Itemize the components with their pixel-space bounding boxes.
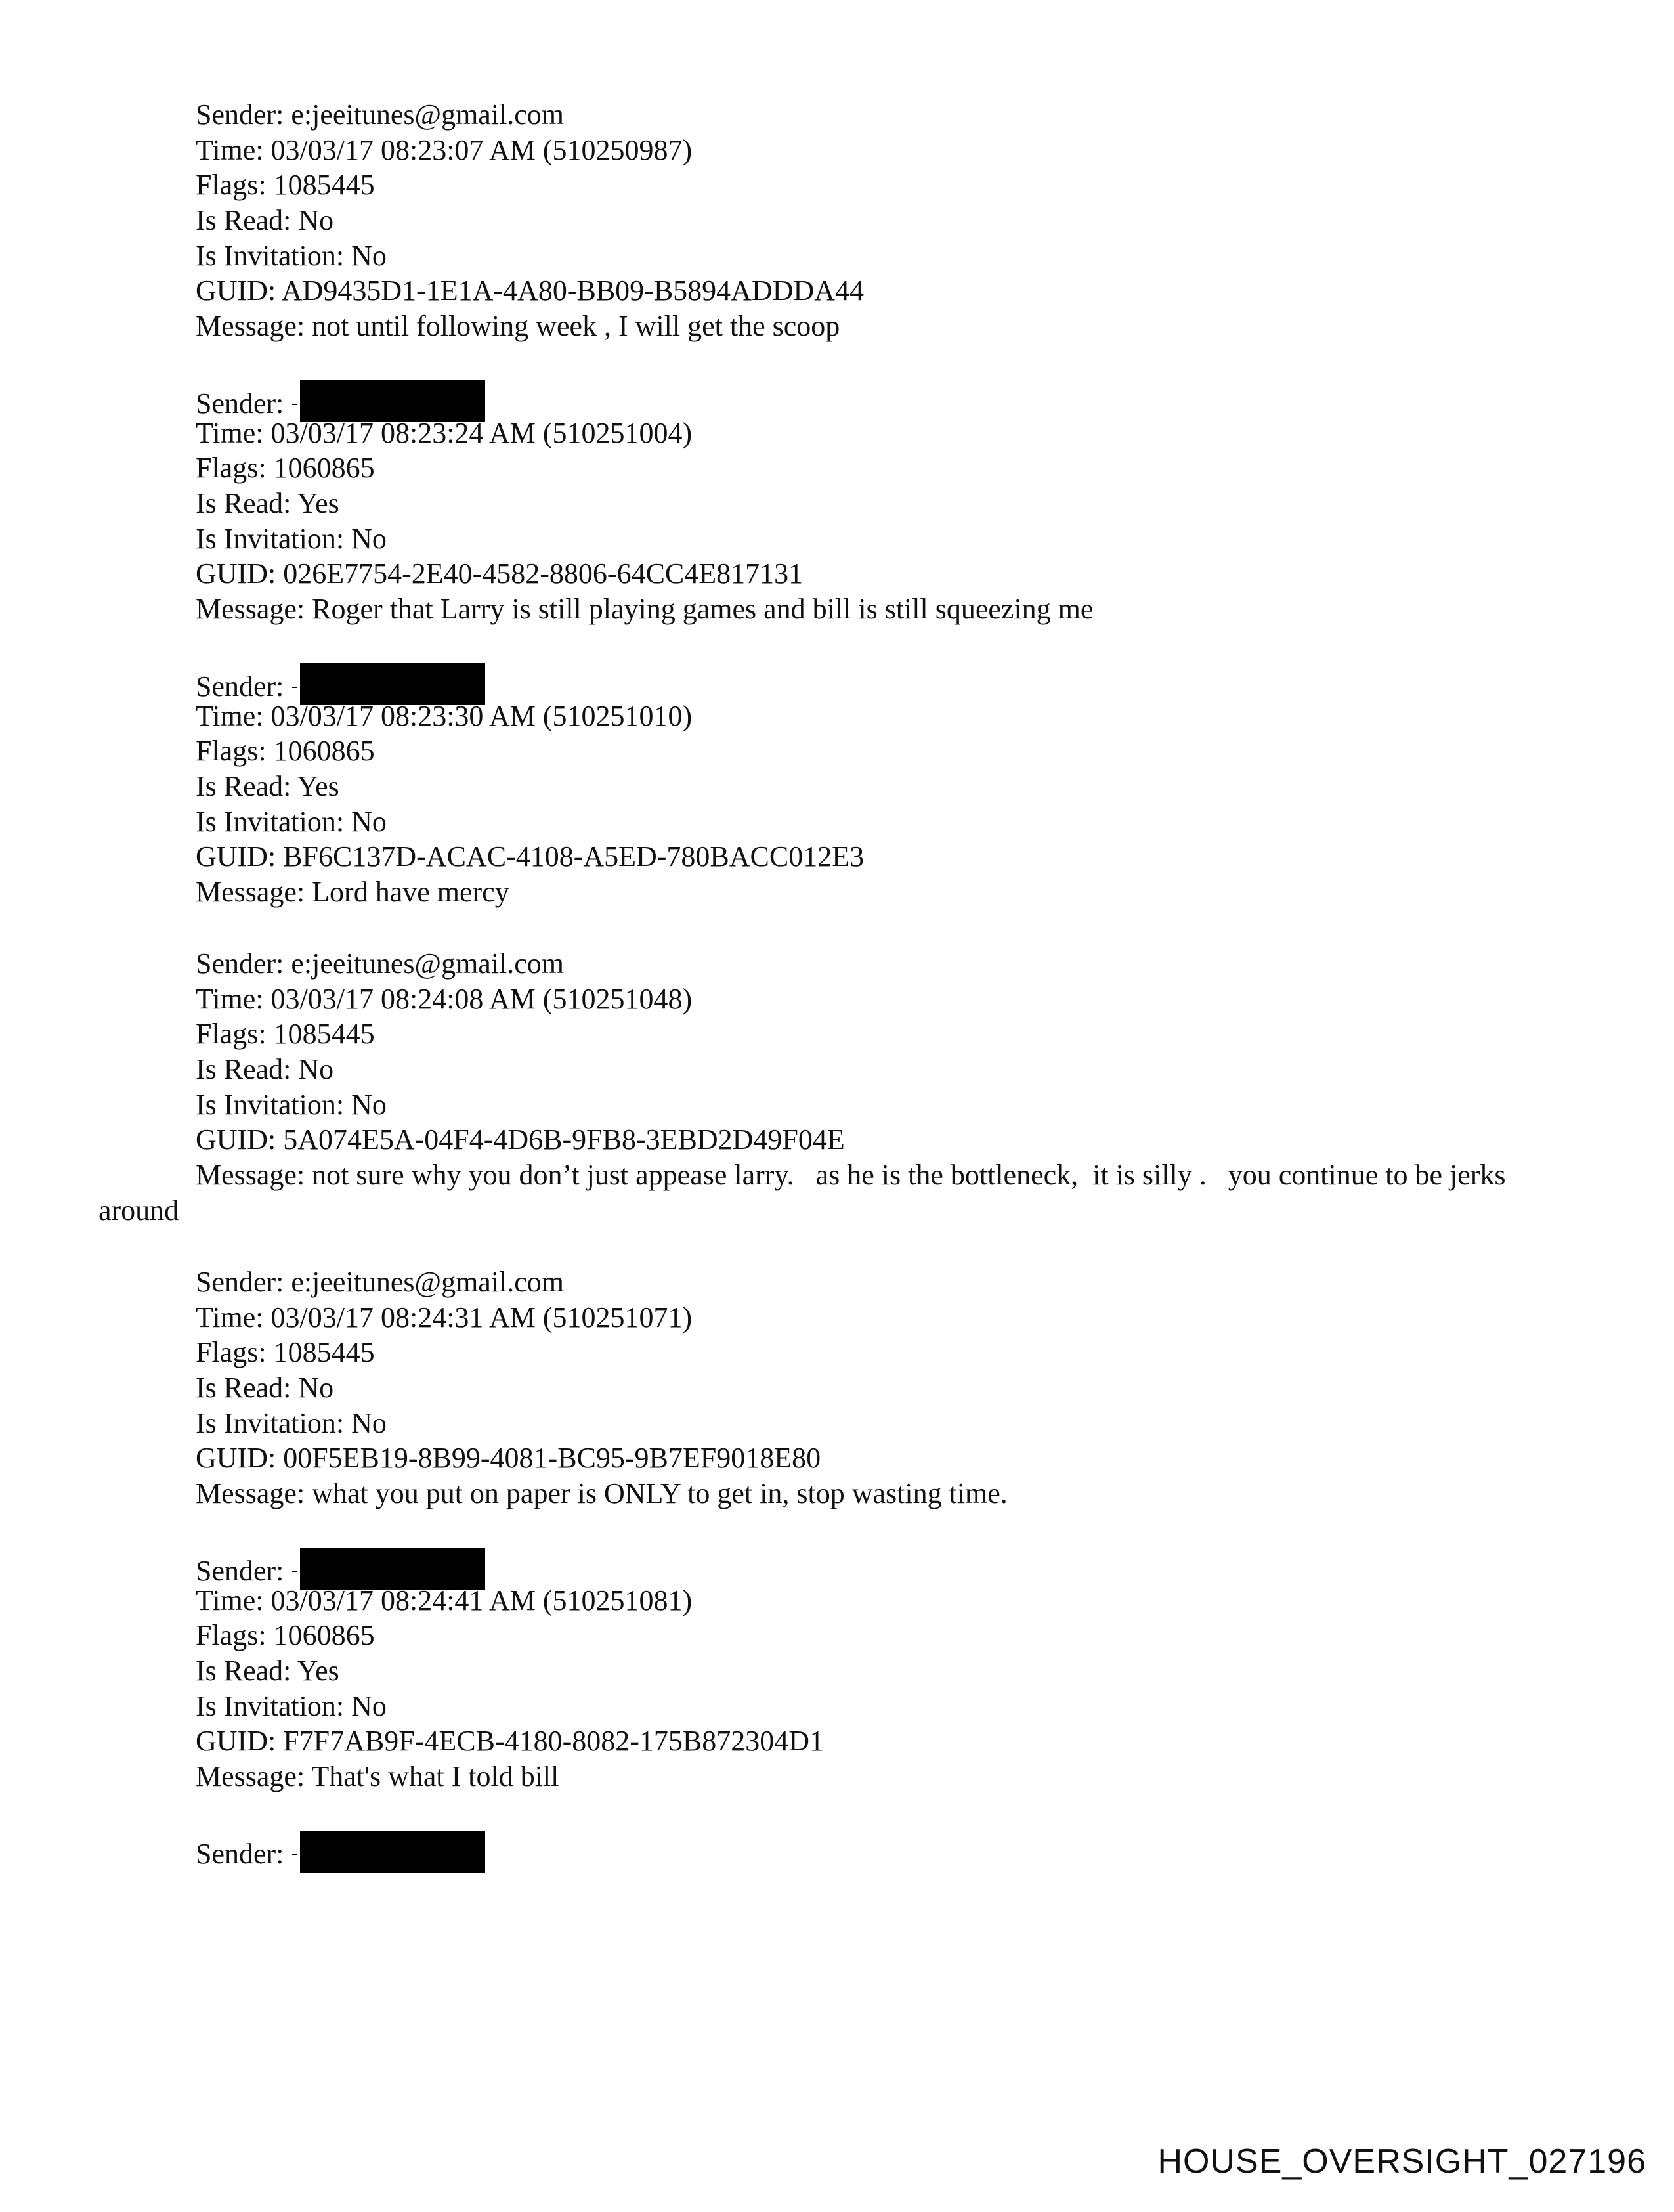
- message-line: Message: Roger that Larry is still playing games and bill is still squeezing me: [196, 593, 1094, 626]
- sender-label: Sender:: [196, 1838, 284, 1870]
- flags-line: Flags: 1085445: [196, 1336, 375, 1369]
- flags-line: Flags: 1085445: [196, 169, 375, 202]
- time-line: Time: 03/03/17 08:24:08 AM (510251048): [196, 982, 693, 1015]
- bates-number: HOUSE_OVERSIGHT_027196: [1157, 2142, 1646, 2180]
- message-line: Message: Lord have mercy: [196, 876, 509, 909]
- message-record: [196, 1548, 1587, 1794]
- message-record: [196, 97, 1587, 344]
- flags-line: Flags: 1060865: [196, 452, 375, 485]
- message-record: [196, 1265, 1587, 1511]
- is-invitation-line: Is Invitation: No: [196, 239, 387, 272]
- flags-line: Flags: 1085445: [196, 1018, 375, 1051]
- is-invitation-line: Is Invitation: No: [196, 805, 387, 838]
- tick-mark: [292, 1854, 297, 1855]
- time-line: Time: 03/03/17 08:23:24 AM (510251004): [196, 416, 693, 449]
- message-line: Message: not sure why you don’t just appease larry. as he is the bottleneck, it is silly . you continue to be jerks: [196, 1159, 1506, 1192]
- guid-line: GUID: AD9435D1-1E1A-4A80-BB09-B5894ADDDA44: [196, 274, 865, 307]
- guid-line: GUID: 5A074E5A-04F4-4D6B-9FB8-3EBD2D49F04E: [196, 1123, 845, 1156]
- is-invitation-line: Is Invitation: No: [196, 1406, 387, 1439]
- is-read-line: Is Read: Yes: [196, 487, 339, 520]
- guid-line: GUID: F7F7AB9F-4ECB-4180-8082-175B872304D1: [196, 1725, 825, 1758]
- tick-mark: [292, 687, 297, 688]
- time-line: Time: 03/03/17 08:24:41 AM (510251081): [196, 1584, 693, 1616]
- flags-line: Flags: 1060865: [196, 735, 375, 768]
- sender-line: Sender: e:jeeitunes@gmail.com: [196, 1266, 565, 1298]
- sender-label: Sender:: [196, 670, 284, 703]
- message-continuation: around: [98, 1194, 179, 1226]
- tick-mark: [292, 404, 297, 405]
- redaction-box: [300, 1831, 485, 1873]
- is-invitation-line: Is Invitation: No: [196, 1088, 387, 1121]
- is-read-line: Is Read: No: [196, 204, 334, 237]
- message-record: [196, 380, 1587, 627]
- message-record: [196, 1831, 1587, 1870]
- is-read-line: Is Read: Yes: [196, 1655, 339, 1687]
- message-record: [98, 946, 1587, 1228]
- sender-label: Sender:: [196, 1555, 284, 1587]
- is-invitation-line: Is Invitation: No: [196, 522, 387, 555]
- guid-line: GUID: BF6C137D-ACAC-4108-A5ED-780BACC012E3: [196, 840, 865, 873]
- is-read-line: Is Read: No: [196, 1372, 334, 1404]
- sender-line: [196, 663, 1587, 703]
- guid-line: GUID: 026E7754-2E40-4582-8806-64CC4E817131: [196, 557, 804, 590]
- message-line: Message: That's what I told bill: [196, 1760, 559, 1793]
- sender-line: [196, 1831, 1587, 1870]
- time-line: Time: 03/03/17 08:24:31 AM (510251071): [196, 1301, 693, 1334]
- sender-line: [196, 1548, 1587, 1587]
- is-read-line: Is Read: No: [196, 1053, 334, 1086]
- is-invitation-line: Is Invitation: No: [196, 1689, 387, 1722]
- flags-line: Flags: 1060865: [196, 1619, 375, 1652]
- guid-line: GUID: 00F5EB19-8B99-4081-BC95-9B7EF9018E80: [196, 1442, 821, 1475]
- sender-line: Sender: e:jeeitunes@gmail.com: [196, 98, 565, 131]
- sender-label: Sender:: [196, 387, 284, 420]
- sender-line: [196, 380, 1587, 420]
- sender-line: Sender: e:jeeitunes@gmail.com: [196, 947, 565, 980]
- is-read-line: Is Read: Yes: [196, 770, 339, 803]
- message-record: [196, 663, 1587, 910]
- message-line: Message: not until following week , I will get the scoop: [196, 310, 840, 343]
- time-line: Time: 03/03/17 08:23:07 AM (510250987): [196, 133, 693, 166]
- tick-mark: [292, 1571, 297, 1572]
- time-line: Time: 03/03/17 08:23:30 AM (510251010): [196, 699, 693, 732]
- message-line: Message: what you put on paper is ONLY to get in, stop wasting time.: [196, 1477, 1008, 1510]
